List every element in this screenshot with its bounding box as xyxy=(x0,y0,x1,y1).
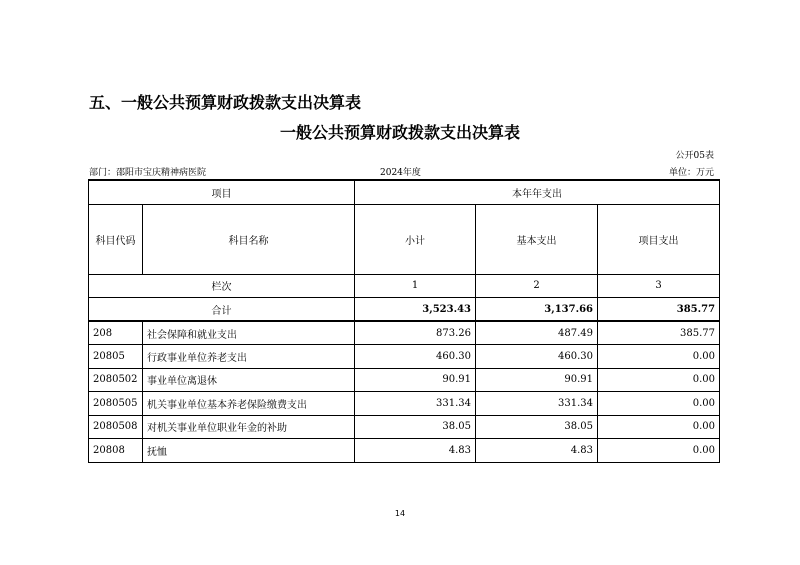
row-name: 事业单位离退休 xyxy=(143,368,355,392)
row-project: 0.00 xyxy=(598,415,720,439)
row-code: 208 xyxy=(89,321,143,345)
row-project: 385.77 xyxy=(598,321,720,345)
row-code: 20808 xyxy=(89,439,143,463)
row-name: 对机关事业单位职业年金的补助 xyxy=(143,415,355,439)
header-basic: 基本支出 xyxy=(476,204,598,274)
header-current-year-expense: 本年年支出 xyxy=(355,180,720,204)
header-name: 科目名称 xyxy=(143,204,355,274)
table-title: 一般公共预算财政拨款支出决算表 xyxy=(279,123,520,142)
column-index-label: 栏次 xyxy=(89,274,355,298)
row-basic: 460.30 xyxy=(476,345,598,369)
row-code: 2080502 xyxy=(89,368,143,392)
column-index-2: 2 xyxy=(476,274,598,298)
row-name: 社会保障和就业支出 xyxy=(143,321,355,345)
total-project: 385.77 xyxy=(598,298,720,322)
table-row xyxy=(89,368,720,392)
row-basic: 487.49 xyxy=(476,321,598,345)
row-name: 抚恤 xyxy=(143,439,355,463)
expense-table xyxy=(88,179,720,463)
table-row xyxy=(89,321,720,345)
row-code: 2080508 xyxy=(89,415,143,439)
row-subtotal: 4.83 xyxy=(355,439,476,463)
row-name: 机关事业单位基本养老保险缴费支出 xyxy=(143,392,355,416)
row-code: 20805 xyxy=(89,345,143,369)
header-subtotal: 小计 xyxy=(355,204,476,274)
header-row-top xyxy=(89,180,720,204)
row-subtotal: 873.26 xyxy=(355,321,476,345)
row-code: 2080505 xyxy=(89,392,143,416)
row-subtotal: 38.05 xyxy=(355,415,476,439)
column-index-row xyxy=(89,274,720,298)
table-row xyxy=(89,439,720,463)
row-basic: 38.05 xyxy=(476,415,598,439)
table-row xyxy=(89,345,720,369)
header-project-expense: 项目支出 xyxy=(598,204,720,274)
form-number: 公开05表 xyxy=(675,151,714,161)
fiscal-year: 2024年度 xyxy=(380,168,421,178)
row-basic: 4.83 xyxy=(476,439,598,463)
row-name: 行政事业单位养老支出 xyxy=(143,345,355,369)
row-subtotal: 460.30 xyxy=(355,345,476,369)
total-basic: 3,137.66 xyxy=(476,298,598,322)
header-row-columns xyxy=(89,204,720,274)
row-project: 0.00 xyxy=(598,345,720,369)
total-label: 合计 xyxy=(89,298,355,322)
row-subtotal: 90.91 xyxy=(355,368,476,392)
total-row xyxy=(89,298,720,322)
row-subtotal: 331.34 xyxy=(355,392,476,416)
header-code: 科目代码 xyxy=(89,204,143,274)
row-project: 0.00 xyxy=(598,439,720,463)
page-number: 14 xyxy=(394,509,406,518)
department-label: 部门：邵阳市宝庆精神病医院 xyxy=(89,168,207,178)
row-project: 0.00 xyxy=(598,392,720,416)
column-index-3: 3 xyxy=(598,274,720,298)
row-project: 0.00 xyxy=(598,368,720,392)
column-index-1: 1 xyxy=(355,274,476,298)
section-heading: 五、一般公共预算财政拨款支出决算表 xyxy=(89,93,362,112)
header-project: 项目 xyxy=(89,180,355,204)
total-subtotal: 3,523.43 xyxy=(355,298,476,322)
row-basic: 90.91 xyxy=(476,368,598,392)
row-basic: 331.34 xyxy=(476,392,598,416)
table-row xyxy=(89,415,720,439)
table-row xyxy=(89,392,720,416)
unit-label: 单位：万元 xyxy=(668,168,714,178)
